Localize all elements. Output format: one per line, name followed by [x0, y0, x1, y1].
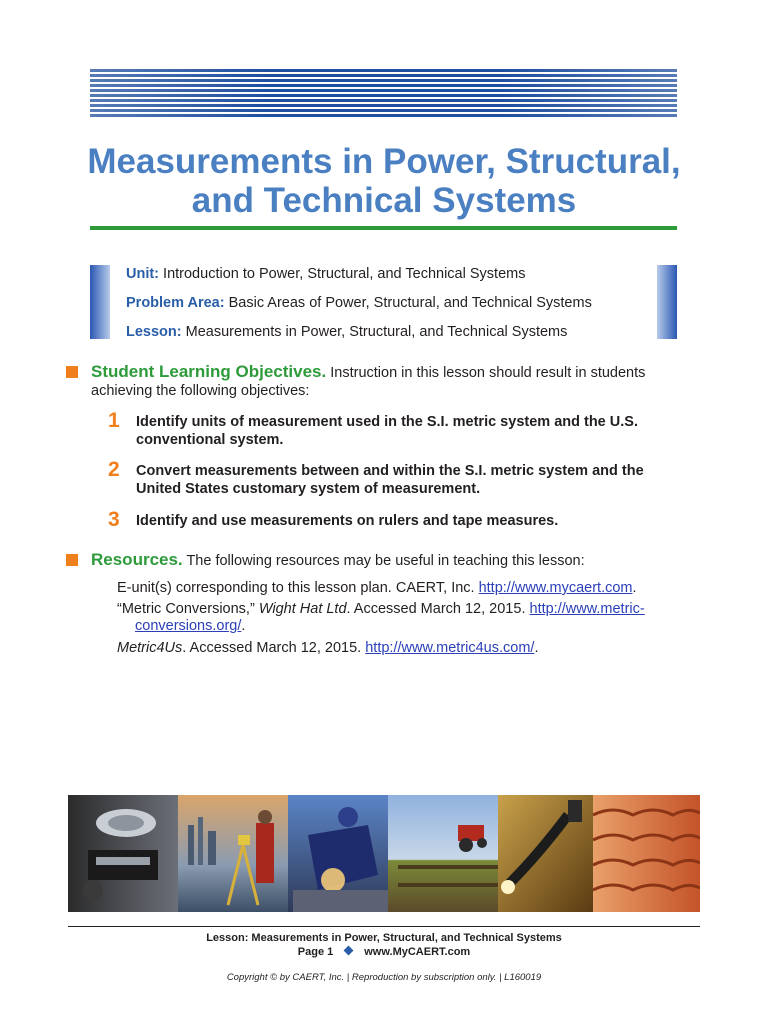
- meta-left-accent-bar: [90, 265, 110, 339]
- resource-link[interactable]: http://www.metric-: [529, 601, 645, 617]
- resource-text: . Accessed March 12, 2015.: [182, 640, 366, 656]
- title-divider: [90, 226, 677, 230]
- tractor-field-photo: [388, 795, 498, 912]
- problem-area-label: Problem Area:: [126, 295, 225, 311]
- objective-text: Identify and use measurements on rulers and tape measures.: [136, 513, 559, 529]
- resource-text: .: [534, 640, 539, 656]
- resource-source: Wight Hat Ltd: [258, 601, 347, 617]
- resource-item: [117, 580, 677, 597]
- roof-tiles-photo: [593, 795, 700, 912]
- resource-link[interactable]: http://www.mycaert.com: [478, 580, 633, 596]
- welding-torch-photo: [498, 795, 593, 912]
- resource-continuation: [117, 618, 677, 635]
- meta-right-accent-bar: [657, 265, 677, 339]
- resource-text: E-unit(s) corresponding to this lesson plan. CAERT, Inc.: [117, 580, 479, 596]
- objective-text: Convert measurements between and within the S.I. metric system and the United States customary system of measurement.: [136, 463, 644, 497]
- photo-collage-image: [68, 795, 700, 912]
- resource-item: [117, 601, 677, 635]
- lesson-label: Lesson:: [126, 324, 182, 340]
- surveyor-photo: [178, 795, 288, 912]
- welder-photo: [288, 795, 388, 912]
- title-line-1: Measurements in Power, Structural,: [87, 142, 681, 181]
- objective-text: Identify units of measurement used in the S.I. metric system and the U.S. conventional system.: [136, 414, 638, 448]
- meta-lesson: [126, 323, 567, 341]
- photo-collage-banner: [68, 795, 700, 912]
- objective-number: 1: [108, 409, 120, 432]
- footer-lesson-line: Lesson: Measurements in Power, Structural, and Technical Systems: [206, 932, 562, 944]
- meta-problem-area: [126, 294, 592, 312]
- footer-page-number: Page 1: [297, 946, 334, 958]
- footer-divider: [68, 926, 700, 927]
- resources-bullet-square: [66, 554, 78, 566]
- engine-photo: [68, 795, 178, 912]
- objectives-heading: Student Learning Objectives.: [91, 362, 327, 381]
- resource-source: Metric4Us: [117, 640, 183, 656]
- resources-intro: [91, 551, 691, 570]
- header-stripes-banner: [90, 69, 677, 119]
- problem-area-value: Basic Areas of Power, Structural, and Technical Systems: [228, 295, 592, 311]
- page-title: [60, 142, 708, 220]
- objectives-intro: [91, 363, 691, 400]
- resource-text: .: [241, 618, 246, 634]
- resource-link[interactable]: http://www.metric4us.com/: [365, 640, 535, 656]
- resource-text: “Metric Conversions,”: [117, 601, 259, 617]
- unit-label: Unit:: [126, 266, 160, 282]
- copyright-notice: Copyright © by CAERT, Inc. | Reproduction by subscription only. | L160019: [226, 972, 542, 983]
- resource-item: [117, 640, 677, 657]
- diamond-icon: [344, 946, 354, 956]
- footer-page-line: [68, 945, 700, 959]
- objective-number: 3: [108, 508, 120, 531]
- resources-intro-text: The following resources may be useful in teaching this lesson:: [186, 553, 585, 569]
- resource-link-continued[interactable]: conversions.org/: [135, 618, 242, 634]
- objective-number: 2: [108, 458, 120, 481]
- lesson-value: Measurements in Power, Structural, and Technical Systems: [185, 324, 568, 340]
- resource-text: . Accessed March 12, 2015.: [346, 601, 530, 617]
- resources-heading: Resources.: [91, 550, 183, 569]
- resource-text: .: [632, 580, 637, 596]
- objectives-intro-text: Instruction in this lesson should result in students achieving the following objectives:: [91, 365, 646, 399]
- unit-value: Introduction to Power, Structural, and Technical Systems: [163, 266, 526, 282]
- objectives-bullet-square: [66, 366, 78, 378]
- footer-site: www.MyCAERT.com: [364, 946, 471, 958]
- title-line-2: and Technical Systems: [191, 181, 577, 220]
- meta-unit: [126, 265, 525, 283]
